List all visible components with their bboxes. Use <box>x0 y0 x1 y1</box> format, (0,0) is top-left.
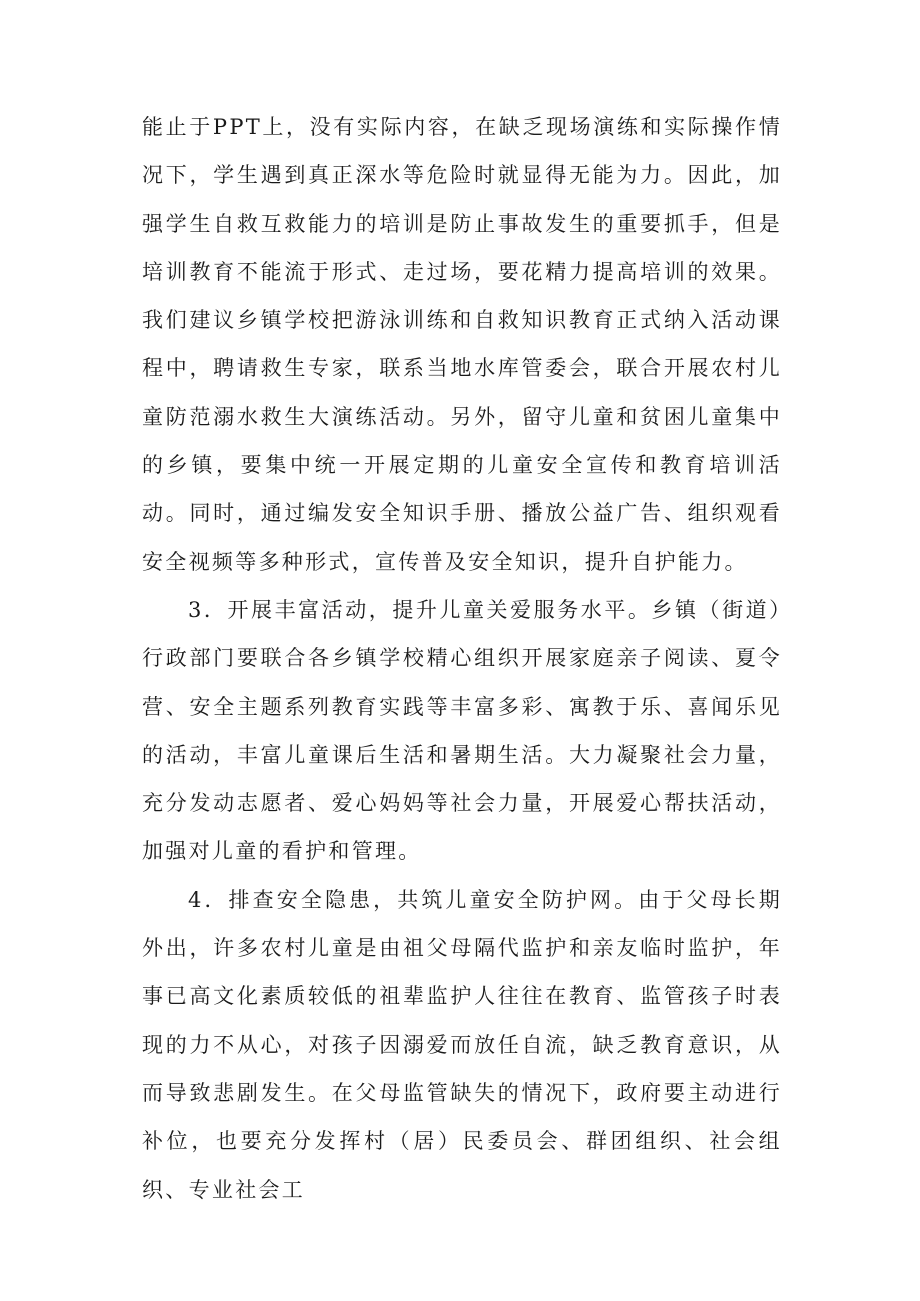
paragraph-item-3: 3．开展丰富活动，提升儿童关爱服务水平。乡镇（街道）行政部门要联合各乡镇学校精心组织开展家庭亲子阅读、夏令营、安全主题系列教育实践等丰富多彩、寓教于乐、喜闻乐见的活动，丰富儿童课后生活和暑期生活。大力凝聚社会力量，充分发动志愿者、爱心妈妈等社会力量，开展爱心帮扶活动，加强对儿童的看护和管理。 <box>142 597 782 864</box>
paragraph-continuation: 能止于PPT上，没有实际内容，在缺乏现场演练和实际操作情况下，学生遇到真正深水等危险时就显得无能为力。因此，加强学生自救互救能力的培训是防止事故发生的重要抓手，但是培训教育不能流于形式、走过场，要花精力提高培训的效果。我们建议乡镇学校把游泳训练和自救知识教育正式纳入活动课程中，聘请救生专家，联系当地水库管委会，联合开展农村儿童防范溺水救生大演练活动。另外，留守儿童和贫困儿童集中的乡镇，要集中统一开展定期的儿童安全宣传和教育培训活动。同时，通过编发安全知识手册、播放公益广告、组织观看安全视频等多种形式，宣传普及安全知识，提升自护能力。 <box>142 115 782 574</box>
document-body <box>142 103 782 1214</box>
paragraph-item-4: 4．排查安全隐患，共筑儿童安全防护网。由于父母长期外出，许多农村儿童是由祖父母隔代监护和亲友临时监护，年事已高文化素质较低的祖辈监护人往往在教育、监管孩子时表现的力不从心，对孩子因溺爱而放任自流，缺乏教育意识，从而导致悲剧发生。在父母监管缺失的情况下，政府要主动进行补位，也要充分发挥村（居）民委员会、群团组织、社会组织、专业社会工 <box>142 887 782 1202</box>
